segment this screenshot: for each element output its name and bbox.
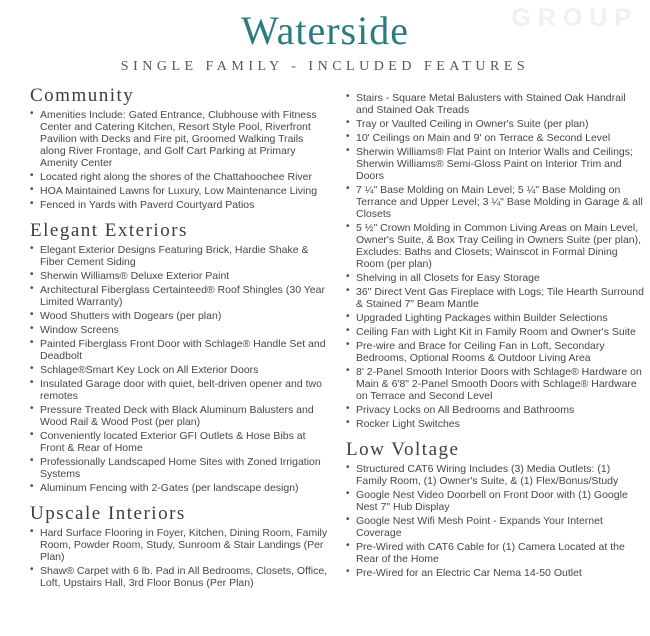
feature-text: Rocker Light Switches bbox=[356, 418, 460, 430]
feature-text: Aluminum Fencing with 2-Gates (per landscape design) bbox=[40, 482, 299, 494]
section-heading: Upscale Interiors bbox=[30, 503, 186, 524]
feature-item bbox=[344, 222, 644, 270]
feature-section bbox=[28, 85, 328, 211]
feature-text: Stairs - Square Metal Balusters with Stained Oak Handrail and Stained Oak Treads bbox=[356, 92, 626, 116]
feature-item bbox=[344, 118, 644, 130]
bullet-dot-icon: • bbox=[30, 108, 34, 119]
feature-text: Shaw® Carpet with 6 lb. Pad in All Bedrooms, Closets, Office, Loft, Upstairs Hall, 3rd Floor Bonus (Per Plan) bbox=[40, 565, 328, 589]
bullet-dot-icon: • bbox=[30, 309, 34, 320]
feature-item bbox=[344, 340, 644, 364]
feature-item bbox=[28, 310, 328, 322]
page-subtitle: SINGLE FAMILY - INCLUDED FEATURES bbox=[120, 59, 530, 74]
feature-item bbox=[344, 567, 644, 579]
feature-item bbox=[28, 270, 328, 282]
feature-item bbox=[28, 284, 328, 308]
bullet-dot-icon: • bbox=[346, 271, 350, 282]
bullet-dot-icon: • bbox=[346, 488, 350, 499]
feature-item bbox=[344, 326, 644, 338]
feature-text: Google Nest Wifi Mesh Point - Expands Your Internet Coverage bbox=[356, 515, 603, 539]
feature-item bbox=[28, 338, 328, 362]
feature-text: Pressure Treated Deck with Black Aluminum Balusters and Wood Rail & Wood Post (per plan) bbox=[40, 404, 314, 428]
feature-text: Sherwin Williams® Deluxe Exterior Paint bbox=[40, 270, 230, 282]
feature-item bbox=[28, 565, 328, 589]
feature-text: Elegant Exterior Designs Featuring Brick, Hardie Shake & Fiber Cement Siding bbox=[40, 244, 309, 268]
bullet-dot-icon: • bbox=[30, 429, 34, 440]
right-column bbox=[344, 85, 644, 591]
bullet-dot-icon: • bbox=[346, 462, 350, 473]
bullet-dot-icon: • bbox=[346, 325, 350, 336]
feature-text: Pre-Wired with CAT6 Cable for (1) Camera Located at the Rear of the Home bbox=[356, 541, 625, 565]
feature-text: Privacy Locks on All Bedrooms and Bathrooms bbox=[356, 404, 575, 416]
bullet-dot-icon: • bbox=[30, 283, 34, 294]
bullet-dot-icon: • bbox=[30, 526, 34, 537]
feature-text: 8' 2-Panel Smooth Interior Doors with Schlage® Hardware on Main & 6'8" 2-Panel Smooth Doors with Schlage® Hardware on Terrace and Second Level bbox=[356, 366, 642, 402]
bullet-dot-icon: • bbox=[30, 403, 34, 414]
feature-text: Pre-Wired for an Electric Car Nema 14-50 Outlet bbox=[356, 567, 582, 579]
feature-item bbox=[344, 92, 644, 116]
feature-section bbox=[28, 220, 328, 494]
features-content bbox=[0, 75, 650, 591]
feature-item bbox=[28, 482, 328, 494]
bullet-dot-icon: • bbox=[30, 198, 34, 209]
feature-text: 10' Ceilings on Main and 9' on Terrace & Second Level bbox=[356, 132, 611, 144]
bullet-dot-icon: • bbox=[30, 337, 34, 348]
feature-item bbox=[28, 456, 328, 480]
bullet-dot-icon: • bbox=[30, 455, 34, 466]
feature-item bbox=[344, 312, 644, 324]
bullet-dot-icon: • bbox=[30, 377, 34, 388]
feature-text: Google Nest Video Doorbell on Front Door with (1) Google Nest 7" Hub Display bbox=[356, 489, 628, 513]
feature-text: Schlage®Smart Key Lock on All Exterior Doors bbox=[40, 364, 259, 376]
feature-text: Hard Surface Flooring in Foyer, Kitchen, Dining Room, Family Room, Powder Room, Study, Sunroom & Stair Landings (Per Plan) bbox=[40, 527, 328, 563]
feature-text: 36" Direct Vent Gas Fireplace with Logs; Tile Hearth Surround & Stained 7" Beam Mantle bbox=[356, 286, 644, 310]
section-heading: Low Voltage bbox=[346, 439, 460, 460]
feature-item bbox=[28, 324, 328, 336]
feature-item bbox=[344, 541, 644, 565]
feature-text: Painted Fiberglass Front Door with Schlage® Handle Set and Deadbolt bbox=[40, 338, 326, 362]
feature-item bbox=[28, 171, 328, 183]
feature-item bbox=[344, 418, 644, 430]
page-title: Waterside bbox=[241, 8, 409, 53]
feature-text: Ceiling Fan with Light Kit in Family Room and Owner's Suite bbox=[356, 326, 636, 338]
bullet-dot-icon: • bbox=[346, 117, 350, 128]
feature-item bbox=[344, 515, 644, 539]
feature-text: Tray or Vaulted Ceiling in Owner's Suite (per plan) bbox=[356, 118, 589, 130]
feature-item bbox=[28, 244, 328, 268]
feature-item bbox=[344, 463, 644, 487]
feature-text: Sherwin Williams® Flat Paint on Interior Walls and Ceilings; Sherwin Williams® Semi-Gloss Paint on Interior Trim and Doors bbox=[356, 146, 633, 182]
feature-item bbox=[344, 146, 644, 182]
bullet-dot-icon: • bbox=[346, 365, 350, 376]
feature-item bbox=[344, 286, 644, 310]
feature-item bbox=[28, 430, 328, 454]
feature-text: 7 ¼" Base Molding on Main Level; 5 ¼" Base Molding on Terrance and Upper Level; 3 ¼" Base Molding in Garage & all Closets bbox=[356, 184, 643, 220]
bullet-dot-icon: • bbox=[346, 183, 350, 194]
feature-item bbox=[28, 109, 328, 169]
feature-item bbox=[344, 489, 644, 513]
feature-item bbox=[344, 366, 644, 402]
feature-text: Professionally Landscaped Home Sites with Zoned Irrigation Systems bbox=[40, 456, 321, 480]
feature-text: Window Screens bbox=[40, 324, 119, 336]
bullet-dot-icon: • bbox=[346, 403, 350, 414]
feature-text: Insulated Garage door with quiet, belt-driven opener and two remotes bbox=[40, 378, 322, 402]
feature-text: Shelving in all Closets for Easy Storage bbox=[356, 272, 540, 284]
bullet-dot-icon: • bbox=[30, 481, 34, 492]
bullet-dot-icon: • bbox=[30, 363, 34, 374]
group-watermark: GROUP bbox=[511, 4, 638, 32]
feature-item bbox=[28, 527, 328, 563]
feature-text: Located right along the shores of the Chattahoochee River bbox=[40, 171, 313, 183]
section-heading: Community bbox=[30, 85, 135, 106]
feature-text: Pre-wire and Brace for Ceiling Fan in Loft, Secondary Bedrooms, Optional Rooms & Outdoor Living Area bbox=[356, 340, 605, 364]
bullet-dot-icon: • bbox=[346, 540, 350, 551]
feature-section bbox=[344, 92, 644, 430]
bullet-dot-icon: • bbox=[30, 323, 34, 334]
bullet-dot-icon: • bbox=[346, 311, 350, 322]
feature-item bbox=[344, 184, 644, 220]
feature-text: Upgraded Lighting Packages within Builder Selections bbox=[356, 312, 608, 324]
bullet-dot-icon: • bbox=[30, 170, 34, 181]
bullet-dot-icon: • bbox=[346, 566, 350, 577]
feature-text: Structured CAT6 Wiring Includes (3) Media Outlets: (1) Family Room, (1) Owner's Suite, & (1) Flex/Bonus/Study bbox=[356, 463, 619, 487]
feature-item bbox=[28, 185, 328, 197]
bullet-dot-icon: • bbox=[30, 243, 34, 254]
bullet-dot-icon: • bbox=[346, 131, 350, 142]
feature-item bbox=[28, 404, 328, 428]
bullet-dot-icon: • bbox=[346, 221, 350, 232]
left-column bbox=[28, 85, 328, 591]
feature-section bbox=[28, 503, 328, 589]
bullet-dot-icon: • bbox=[30, 184, 34, 195]
bullet-dot-icon: • bbox=[346, 339, 350, 350]
feature-item bbox=[344, 404, 644, 416]
feature-item bbox=[28, 199, 328, 211]
feature-text: Architectural Fiberglass Certainteed® Roof Shingles (30 Year Limited Warranty) bbox=[40, 284, 325, 308]
feature-item bbox=[344, 132, 644, 144]
feature-item bbox=[28, 378, 328, 402]
bullet-dot-icon: • bbox=[346, 514, 350, 525]
feature-text: Fenced in Yards with Paverd Courtyard Patios bbox=[40, 199, 255, 211]
bullet-dot-icon: • bbox=[30, 269, 34, 280]
feature-text: Wood Shutters with Dogears (per plan) bbox=[40, 310, 222, 322]
feature-text: Conveniently located Exterior GFI Outlets & Hose Bibs at Front & Rear of Home bbox=[40, 430, 306, 454]
feature-item bbox=[344, 272, 644, 284]
feature-text: Amenities Include: Gated Entrance, Clubhouse with Fitness Center and Catering Kitchen, Resort Style Pool, Riverfront Pavilion with Decks and Fire pit, Groomed Walking Trails along River Frontage, and Golf Cart Parking at Primary Amenity Center bbox=[40, 109, 317, 169]
feature-text: 5 ½" Crown Molding in Common Living Areas on Main Level, Owner's Suite, & Box Tray Ceiling in Owners Suite (per plan), Excludes: Baths and Closets; Wainscot in Formal Dining Room (per plan) bbox=[356, 222, 642, 270]
feature-section bbox=[344, 439, 644, 579]
bullet-dot-icon: • bbox=[346, 145, 350, 156]
bullet-dot-icon: • bbox=[346, 91, 350, 102]
bullet-dot-icon: • bbox=[30, 564, 34, 575]
feature-item bbox=[28, 364, 328, 376]
feature-text: HOA Maintained Lawns for Luxury, Low Maintenance Living bbox=[40, 185, 318, 197]
section-heading: Elegant Exteriors bbox=[30, 220, 188, 241]
bullet-dot-icon: • bbox=[346, 285, 350, 296]
bullet-dot-icon: • bbox=[346, 417, 350, 428]
